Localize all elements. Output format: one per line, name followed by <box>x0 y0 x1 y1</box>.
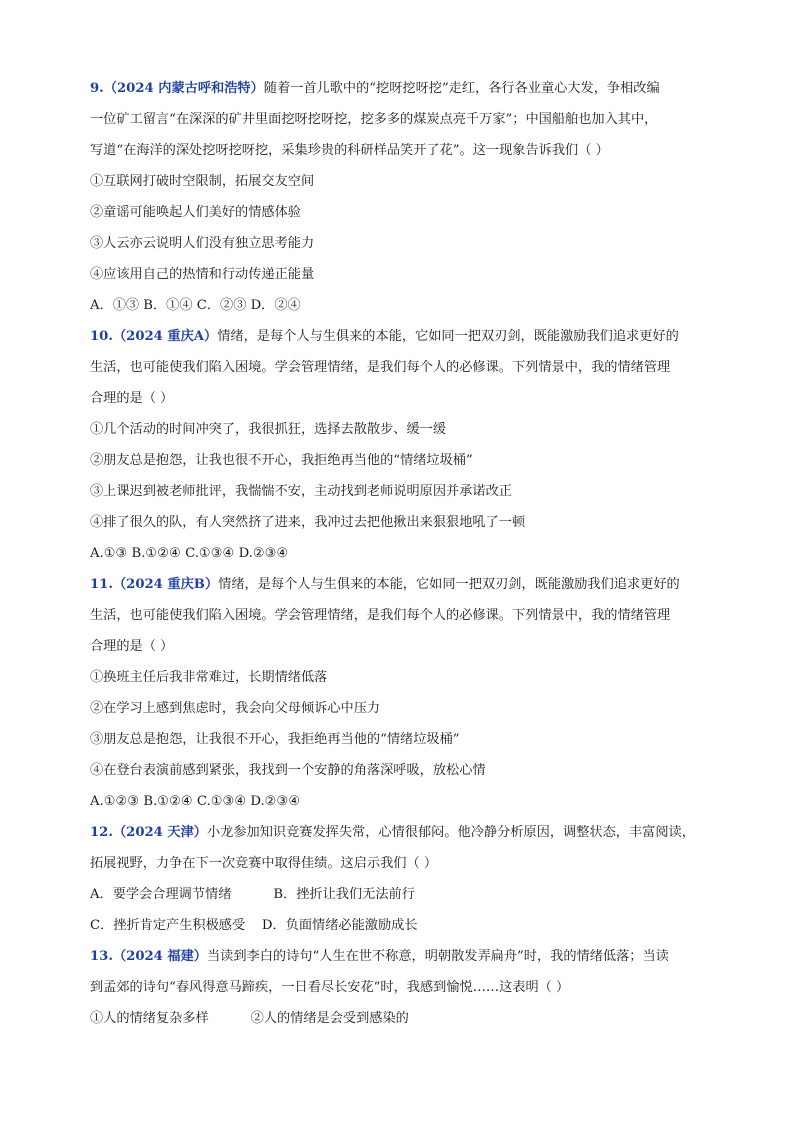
stem-text: 情绪，是每个人与生俱来的本能，它如同一把双刃剑，既能激励我们追求更好的 <box>217 329 679 344</box>
question-number: 9. <box>90 81 104 96</box>
answer-choices: A.①②③ B.①②④ C.①③④ D.②③④ <box>90 794 301 809</box>
statement-item: ③人云亦云说明人们没有独立思考能力 <box>90 236 315 251</box>
question-10 <box>90 327 710 575</box>
question-stem-line <box>90 79 710 110</box>
question-stem-line: 拓展视野，力争在下一次竞赛中取得佳绩。这启示我们（ ） <box>90 856 438 871</box>
question-stem-line: 到孟郊的诗句“春风得意马蹄疾，一日看尽长安花”时，我感到愉悦……这表明（ ） <box>90 980 570 995</box>
question-stem-line: 合理的是（ ） <box>90 391 174 406</box>
statement-item: ①几个活动的时间冲突了，我很抓狂，选择去散散步、缓一缓 <box>90 422 447 437</box>
question-page <box>90 79 710 1040</box>
statement-item: ②朋友总是抱怨，让我也很不开心，我拒绝再当他的“情绪垃圾桶” <box>90 453 473 468</box>
answer-choices: A.①③ B.①②④ C.①③④ D.②③④ <box>90 546 289 561</box>
stem-text: 随着一首儿歌中的“挖呀挖呀挖”走红，各行各业童心大发，争相改编 <box>263 81 660 96</box>
question-source: （2024 内蒙古呼和浩特） <box>103 81 264 96</box>
question-stem-line: 合理的是（ ） <box>90 639 174 654</box>
stem-text: 当读到李白的诗句“人生在世不称意，明朝散发弄扁舟”时，我的情绪低落；当读 <box>207 949 669 964</box>
stem-text: 小龙参加知识竞赛发挥失常，心情很郁闷。他冷静分析原因，调整状态，丰富阅读， <box>207 825 695 840</box>
statement-item: ②童谣可能唤起人们美好的情感体验 <box>90 205 301 220</box>
question-stem-line: 写道“在海洋的深处挖呀挖呀挖，采集珍贵的科研样品笑开了花”。这一现象告诉我们（ ） <box>90 143 609 158</box>
answer-choices: C．挫折肯定产生积极感受 D．负面情绪必能激励成长 <box>90 918 418 933</box>
statement-item: ③朋友总是抱怨，让我很不开心，我拒绝再当他的“情绪垃圾桶” <box>90 732 460 747</box>
question-stem-line <box>90 575 710 606</box>
question-number: 11. <box>90 577 113 592</box>
question-11 <box>90 575 710 823</box>
statement-item: ④应该用自己的热情和行动传递正能量 <box>90 267 315 282</box>
question-stem-line: 一位矿工留言“在深深的矿井里面挖呀挖呀挖，挖多多的煤炭点亮千万家”；中国船舶也加入其中， <box>90 112 658 127</box>
question-12 <box>90 823 710 947</box>
question-13 <box>90 947 710 1040</box>
statement-item: ①人的情绪复杂多样 ②人的情绪是会受到感染的 <box>90 1011 409 1026</box>
question-stem-line: 生活，也可能使我们陷入困境。学会管理情绪，是我们每个人的必修课。下列情景中，我的情绪管理 <box>90 608 671 623</box>
question-number: 13. <box>90 949 113 964</box>
statement-item: ④在登台表演前感到紧张，我找到一个安静的角落深呼吸，放松心情 <box>90 763 486 778</box>
statement-item: ④排了很久的队，有人突然挤了进来，我冲过去把他揪出来狠狠地吼了一顿 <box>90 515 526 530</box>
question-stem-line <box>90 947 710 978</box>
question-stem-line <box>90 823 710 854</box>
statement-item: ③上课迟到被老师批评，我惴惴不安，主动找到老师说明原因并承诺改正 <box>90 484 512 499</box>
stem-text: 情绪，是每个人与生俱来的本能，它如同一把双刃剑，既能激励我们追求更好的 <box>218 577 680 592</box>
question-source: （2024 天津） <box>112 825 207 840</box>
question-stem-line: 生活，也可能使我们陷入困境。学会管理情绪，是我们每个人的必修课。下列情景中，我的情绪管理 <box>90 360 671 375</box>
statement-item: ①换班主任后我非常难过，长期情绪低落 <box>90 670 328 685</box>
question-source: （2024 重庆B） <box>112 577 219 592</box>
question-9 <box>90 79 710 327</box>
question-source: （2024 福建） <box>112 949 207 964</box>
question-source: （2024 重庆A） <box>112 329 218 344</box>
question-number: 10. <box>90 329 113 344</box>
question-number: 12. <box>90 825 113 840</box>
statement-item: ②在学习上感到焦虑时，我会向父母倾诉心中压力 <box>90 701 381 716</box>
answer-choices: A．要学会合理调节情绪 B．挫折让我们无法前行 <box>90 887 415 902</box>
question-stem-line <box>90 327 710 358</box>
statement-item: ①互联网打破时空限制，拓展交友空间 <box>90 174 315 189</box>
answer-choices: A．①③ B．①④ C．②③ D．②④ <box>90 298 301 313</box>
